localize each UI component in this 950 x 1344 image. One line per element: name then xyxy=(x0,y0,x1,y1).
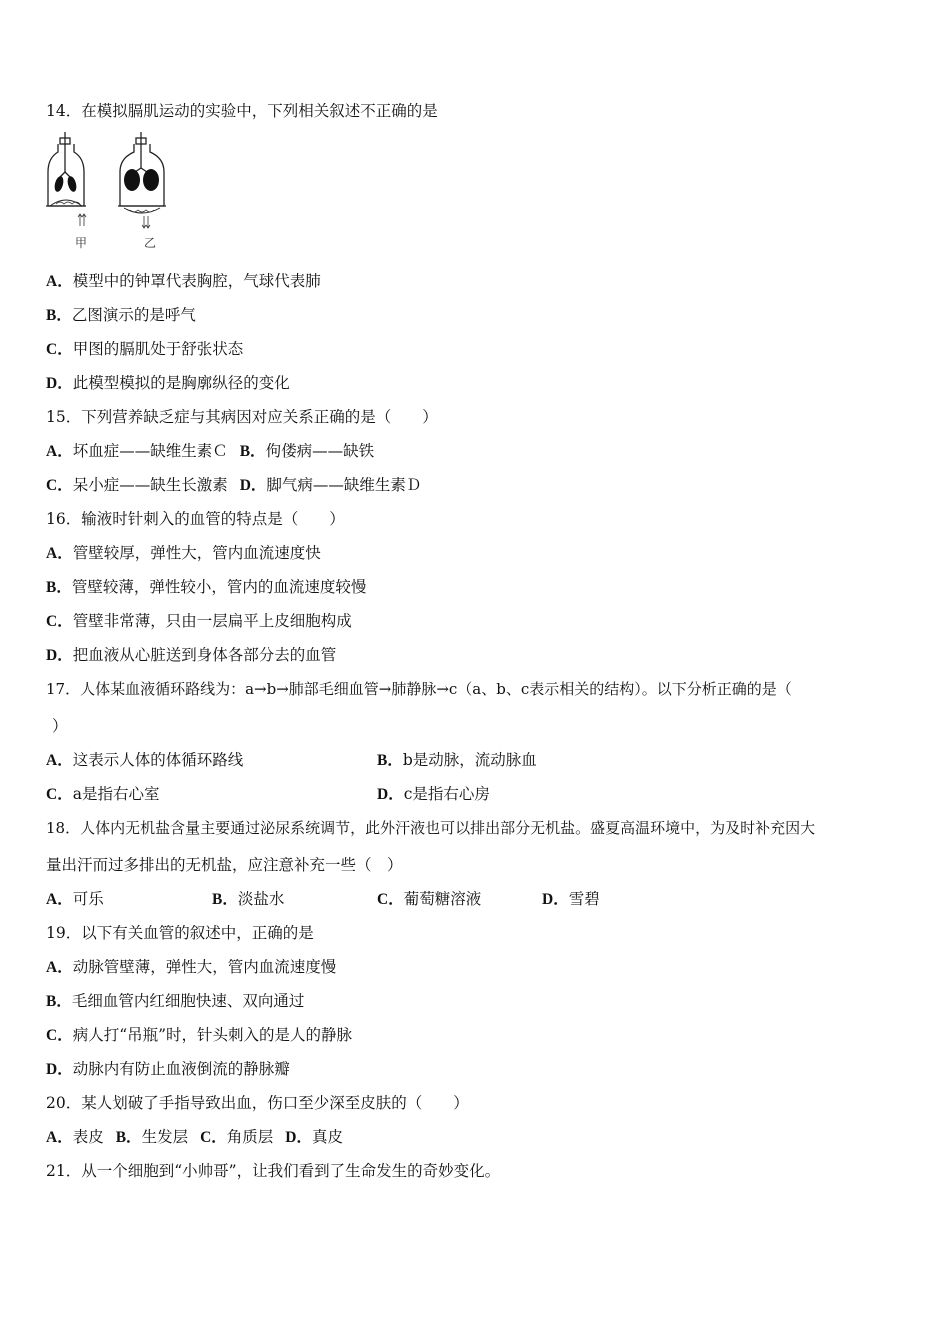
bell-jar-model-figure xyxy=(44,132,174,250)
option-letter: D． xyxy=(285,1129,312,1146)
q16-option-c xyxy=(46,611,352,632)
option-text: 管壁较厚，弹性大，管内血流速度快 xyxy=(72,544,321,562)
option-text: c是指右心房 xyxy=(403,785,490,803)
option-text: b是动脉，流动脉血 xyxy=(402,751,537,769)
question-18-stem-line-1: 18．人体内无机盐含量主要通过泌尿系统调节，此外汗液也可以排出部分无机盐。盛夏高温环境中，为及时补充因大 xyxy=(46,819,816,837)
option-text: 乙图演示的是呼气 xyxy=(71,306,196,324)
question-17-stem: 17．人体某血液循环路线为：a→b→肺部毛细血管→肺静脉→c（a、b、c表示相关的结构）。以下分析正确的是（ xyxy=(46,680,792,698)
q17-option-b xyxy=(377,750,537,771)
q16-option-a xyxy=(46,543,321,564)
q18-option-c xyxy=(377,889,481,910)
option-letter: A． xyxy=(46,443,73,460)
option-letter: D． xyxy=(542,891,569,908)
option-letter: C． xyxy=(46,477,73,494)
option-text: 动脉管壁薄，弹性大，管内血流速度慢 xyxy=(72,958,337,976)
q17-option-c xyxy=(46,784,159,805)
option-letter: C． xyxy=(46,341,73,358)
option-text: 这表示人体的体循环路线 xyxy=(72,751,244,769)
option-text: 把血液从心脏送到身体各部分去的血管 xyxy=(72,646,337,664)
q20-options-row xyxy=(46,1127,343,1148)
q18-option-d xyxy=(542,889,600,910)
option-letter: C． xyxy=(46,786,73,803)
option-text: 佝偻病——缺铁 xyxy=(265,442,375,460)
bell-jar-diagram xyxy=(44,132,174,250)
question-17-stem-end: ） xyxy=(52,717,68,735)
q16-option-b xyxy=(46,577,366,598)
option-letter: D． xyxy=(46,647,73,664)
option-text: 毛细血管内红细胞快速、双向通过 xyxy=(71,992,305,1010)
option-letter: D． xyxy=(46,1061,73,1078)
option-text: 雪碧 xyxy=(568,890,600,908)
question-21-stem: 21．从一个细胞到“小帅哥”，让我们看到了生命发生的奇妙变化。 xyxy=(46,1162,501,1180)
q19-option-a xyxy=(46,957,336,978)
q19-option-b xyxy=(46,991,304,1012)
q17-option-d xyxy=(377,784,490,805)
figure-label-jia: 甲 xyxy=(75,236,88,250)
q14-option-c xyxy=(46,339,243,360)
question-20-stem: 20．某人划破了手指导致出血，伤口至少深至皮肤的（ ） xyxy=(46,1094,469,1112)
bell-jar-yi xyxy=(118,132,166,213)
option-text: 此模型模拟的是胸廓纵径的变化 xyxy=(72,374,290,392)
option-text: 角质层 xyxy=(226,1128,274,1146)
option-text: 甲图的膈肌处于舒张状态 xyxy=(72,340,244,358)
option-text: 模型中的钟罩代表胸腔，气球代表肺 xyxy=(72,272,321,290)
option-text: 生发层 xyxy=(141,1128,189,1146)
option-letter: B． xyxy=(239,443,266,460)
option-text: 管壁较薄，弹性较小，管内的血流速度较慢 xyxy=(71,578,367,596)
option-letter: D． xyxy=(239,477,267,494)
option-text: 葡萄糖溶液 xyxy=(403,890,482,908)
question-15-stem: 15．下列营养缺乏症与其病因对应关系正确的是（ ） xyxy=(46,408,438,426)
option-letter: C． xyxy=(200,1129,227,1146)
option-text: 脚气病——缺维生素Ｄ xyxy=(266,476,422,494)
option-letter: B． xyxy=(46,993,72,1010)
figure-label-yi: 乙 xyxy=(144,236,157,250)
option-text: a是指右心室 xyxy=(72,785,160,803)
option-letter: B． xyxy=(212,891,238,908)
option-letter: A． xyxy=(46,273,73,290)
q15-options-row-1 xyxy=(46,441,374,462)
bell-jar-jia xyxy=(46,132,86,206)
option-letter: B． xyxy=(46,579,72,596)
option-letter: B． xyxy=(115,1129,142,1146)
q14-option-b xyxy=(46,305,196,326)
question-19-stem: 19．以下有关血管的叙述中，正确的是 xyxy=(46,924,314,942)
q19-option-c xyxy=(46,1025,352,1046)
q19-option-d xyxy=(46,1059,290,1080)
option-letter: B． xyxy=(377,752,403,769)
option-letter: A． xyxy=(46,1129,73,1146)
option-letter: C． xyxy=(46,613,73,630)
option-letter: A． xyxy=(46,545,73,562)
q16-option-d xyxy=(46,645,336,666)
option-letter: D． xyxy=(46,375,73,392)
question-18-stem-line-2: 量出汗而过多排出的无机盐，应注意补充一些（ ） xyxy=(46,856,403,874)
option-letter: B． xyxy=(46,307,72,324)
option-text: 坏血症——缺维生素Ｃ xyxy=(72,442,228,460)
q17-option-a xyxy=(46,750,243,771)
option-text: 呆小症——缺生长激素 xyxy=(72,476,228,494)
option-letter: C． xyxy=(46,1027,73,1044)
q14-option-d xyxy=(46,373,290,394)
option-letter: A． xyxy=(46,891,73,908)
q15-options-row-2 xyxy=(46,475,421,496)
q14-option-a xyxy=(46,271,321,292)
option-letter: A． xyxy=(46,752,73,769)
option-letter: D． xyxy=(377,786,404,803)
question-16-stem: 16．输液时针刺入的血管的特点是（ ） xyxy=(46,510,345,528)
option-text: 淡盐水 xyxy=(237,890,285,908)
option-text: 病人打“吊瓶”时，针头刺入的是人的静脉 xyxy=(72,1026,353,1044)
q18-option-a xyxy=(46,889,104,910)
q18-option-b xyxy=(212,889,284,910)
option-text: 动脉内有防止血液倒流的静脉瓣 xyxy=(72,1060,290,1078)
option-text: 表皮 xyxy=(72,1128,104,1146)
question-14-stem: 14．在模拟膈肌运动的实验中，下列相关叙述不正确的是 xyxy=(46,102,438,120)
option-text: 可乐 xyxy=(72,890,104,908)
option-text: 真皮 xyxy=(312,1128,344,1146)
option-letter: C． xyxy=(377,891,404,908)
option-letter: A． xyxy=(46,959,73,976)
option-text: 管壁非常薄，只由一层扁平上皮细胞构成 xyxy=(72,612,352,630)
